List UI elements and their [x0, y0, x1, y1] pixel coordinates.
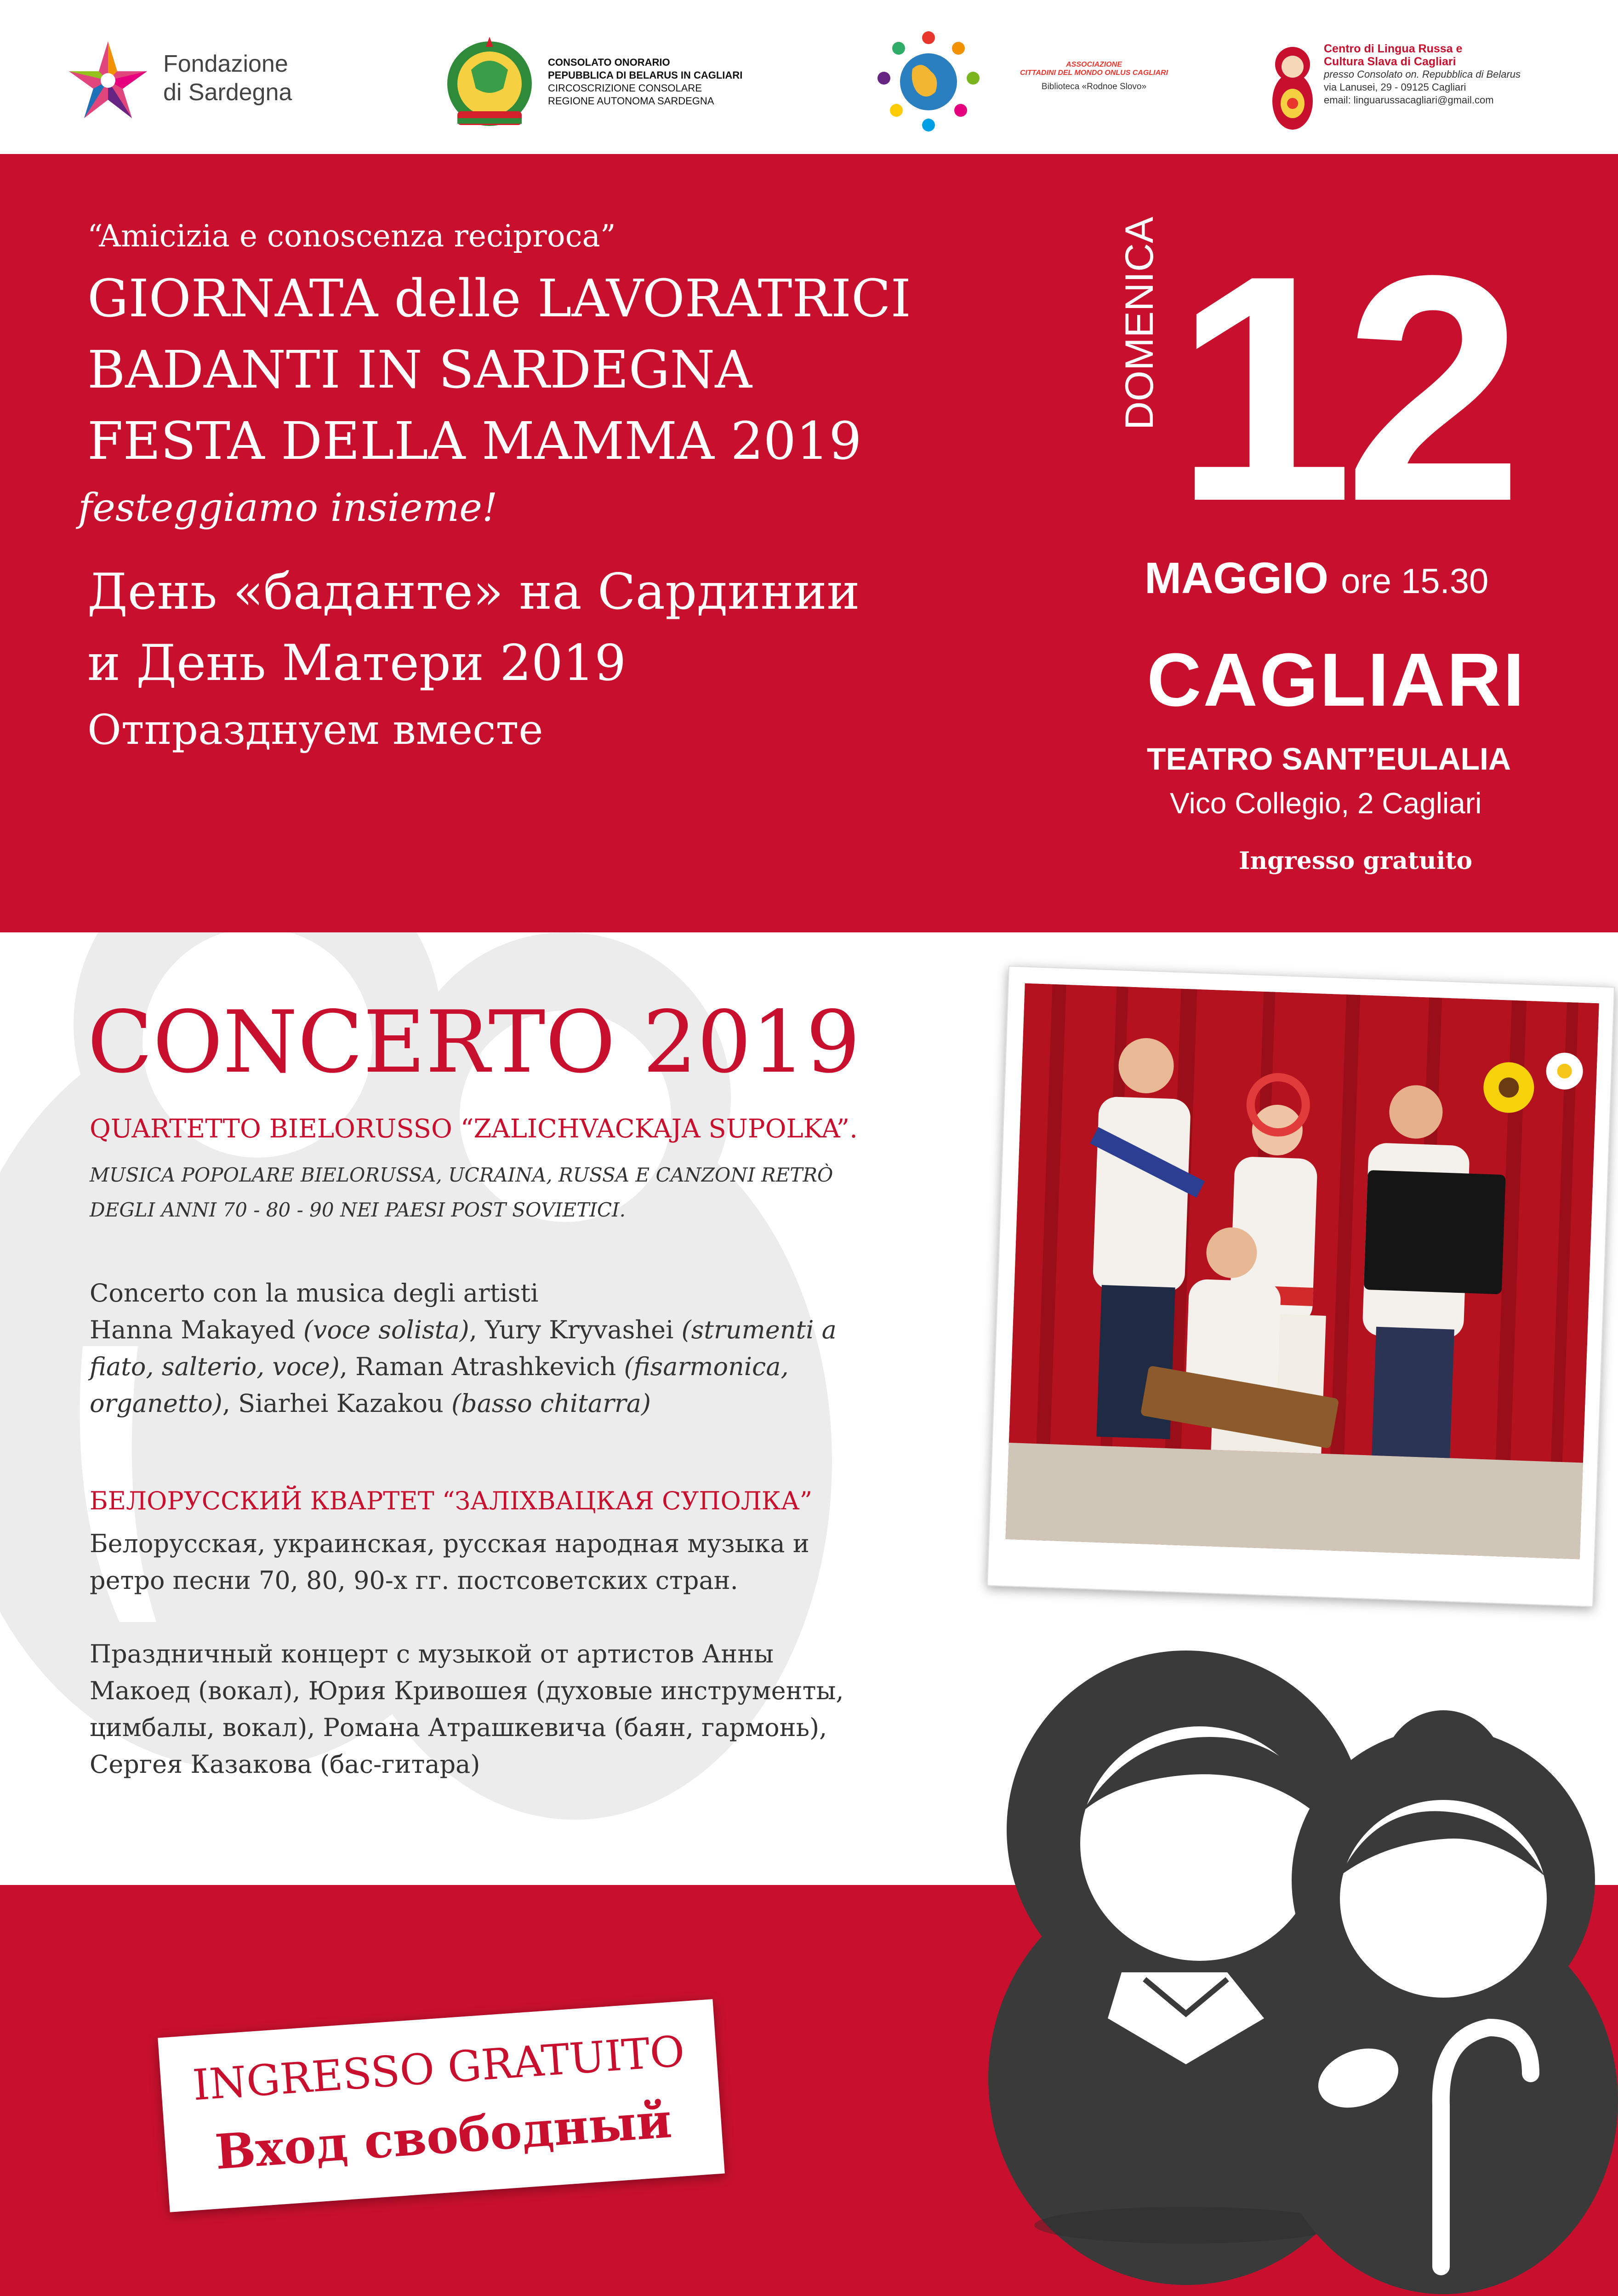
hero-section — [0, 154, 1618, 932]
concert-artists-ru — [90, 1636, 844, 1783]
ticket-line1: INGRESSO GRATUITO — [191, 2026, 686, 2110]
event-entry: Ingresso gratuito — [1239, 847, 1473, 875]
hero-title-line3: FESTA DELLA MAMMA 2019 — [87, 411, 862, 471]
hero-quote: “Amicizia e conoscenza reciproca” — [87, 218, 616, 254]
star-logo-icon — [64, 37, 152, 124]
event-date-line — [1145, 553, 1488, 604]
fondazione-logo — [64, 37, 165, 120]
artist1-role: (voce solista) — [303, 1315, 469, 1344]
concert-title: CONCERTO 2019 — [87, 992, 860, 1092]
consolato-text — [548, 56, 742, 108]
associazione-line3: Biblioteca «Rodnoe Slovo» — [1041, 82, 1147, 91]
event-address: Vico Collegio, 2 Cagliari — [1170, 787, 1482, 820]
artists-line1 — [90, 1312, 954, 1348]
consolato-line3: CIRCOSCRIZIONE CONSOLARE — [548, 82, 702, 94]
right-matryoshka — [1269, 1710, 1618, 2294]
consolato-line1: CONSOLATO ONORARIO — [548, 57, 670, 68]
belarus-emblem — [444, 33, 536, 130]
hero-title-line2: BADANTI IN SARDEGNA — [87, 340, 752, 400]
artist2-name: , Yury Kryvashei — [469, 1315, 682, 1344]
centro-line1: Centro di Lingua Russa e — [1324, 42, 1463, 55]
artists-intro: Concerto con la musica degli artisti — [90, 1279, 539, 1308]
artists-ru-line3: цимбалы, вокал), Романа Атрашкевича (баян, гармонь), — [90, 1713, 827, 1742]
concert-genre-it-line2: DEGLI ANNI 70 - 80 - 90 NEI PAESI POST SOVIETICI. — [90, 1199, 626, 1221]
matryoshka-logo — [1271, 39, 1315, 131]
matryoshka-couple-illustration — [970, 1614, 1618, 2296]
hero-ru-line1: День «баданте» на Сардинии — [87, 563, 860, 621]
artist2-role-part1: (strumenti a — [681, 1315, 837, 1344]
matryoshka-icon — [1271, 39, 1315, 131]
band-photo-frame — [987, 965, 1615, 1607]
event-venue: TEATRO SANT’EULALIA — [1147, 742, 1511, 777]
concert-group-ru: БЕЛОРУССКИЙ КВАРТЕТ “ЗАЛІХВАЦКАЯ СУПОЛКА” — [90, 1486, 813, 1515]
consolato-line4: REGIONE AUTONOMA SARDEGNA — [548, 95, 714, 107]
centro-text — [1324, 42, 1521, 107]
event-city: CAGLIARI — [1147, 638, 1526, 722]
globe-people-icon — [871, 28, 986, 133]
artist1-name: Hanna Makayed — [90, 1315, 303, 1344]
artist4-name: , Siarhei Kazakou — [222, 1389, 451, 1418]
event-day: 12 — [1174, 209, 1514, 568]
hero-tagline: festeggiamo insieme! — [78, 485, 498, 530]
artists-ru-line2: Макоед (вокал), Юрия Кривошея (духовые инструменты, — [90, 1676, 844, 1705]
artists-ru-line1: Праздничный концерт с музыкой от артистов Анны — [90, 1639, 774, 1668]
artist4-role: (basso chitarra) — [451, 1389, 651, 1418]
fondazione-name — [163, 50, 292, 107]
concert-genre-it — [90, 1158, 833, 1228]
consolato-line2: PEPUBBLICA DI BELARUS IN CAGLIARI — [548, 69, 743, 81]
associazione-text — [997, 61, 1191, 92]
concert-group-it: QUARTETTO BIELORUSSO “ZALICHVACKAJA SUPOLKA”. — [90, 1114, 858, 1144]
associazione-logo — [871, 28, 986, 133]
event-month: MAGGIO — [1145, 554, 1328, 603]
event-time: ore 15.30 — [1341, 562, 1489, 601]
concert-genre-ru-line2: ретро песни 70, 80, 90-х гг. постсоветских стран. — [90, 1566, 738, 1595]
centro-line5: email: linguarussacagliari@gmail.com — [1324, 94, 1494, 106]
hero-ru-line2: и День Матери 2019 — [87, 634, 627, 692]
artists-line3 — [90, 1385, 954, 1422]
centro-line3: presso Consolato on. Repubblica di Belarus — [1324, 69, 1521, 80]
concert-genre-it-line1: MUSICA POPOLARE BIELORUSSA, UCRAINA, RUSSA E CANZONI RETRÒ — [90, 1164, 833, 1186]
artist3-role-part2: organetto) — [90, 1389, 222, 1418]
hero-ru-line3: Отпразднуем вместе — [87, 706, 543, 754]
artist3-role-part1: (fisarmonica, — [624, 1352, 789, 1381]
fondazione-line2: di Sardegna — [163, 79, 292, 106]
band-photo — [1005, 983, 1599, 1559]
ticket-line2: Вход свободный — [213, 2092, 674, 2181]
concert-genre-ru — [90, 1525, 809, 1599]
artists-line2 — [90, 1348, 954, 1385]
hero-title-line1: GIORNATA delle LAVORATRICI — [87, 269, 911, 329]
centro-line4: via Lanusei, 29 - 09125 Cagliari — [1324, 81, 1466, 93]
concert-artists-it — [90, 1275, 954, 1422]
header-logos — [0, 0, 1618, 154]
event-weekday: DOMENICA — [1117, 217, 1162, 430]
artist3-name: , Raman Atrashkevich — [339, 1352, 624, 1381]
concert-genre-ru-line1: Белорусская, украинская, русская народная музыка и — [90, 1529, 809, 1558]
centro-line2: Cultura Slava di Cagliari — [1324, 55, 1456, 68]
associazione-line2: CITTADINI DEL MONDO ONLUS CAGLIARI — [1020, 69, 1168, 77]
artist2-role-part2: fiato, salterio, voce) — [90, 1352, 340, 1381]
ticket-card — [158, 1999, 725, 2212]
belarus-emblem-icon — [444, 33, 536, 130]
fondazione-line1: Fondazione — [163, 51, 288, 77]
artists-ru-line4: Сергея Казакова (бас-гитара) — [90, 1750, 480, 1779]
associazione-line1: ASSOCIAZIONE — [1066, 61, 1122, 69]
